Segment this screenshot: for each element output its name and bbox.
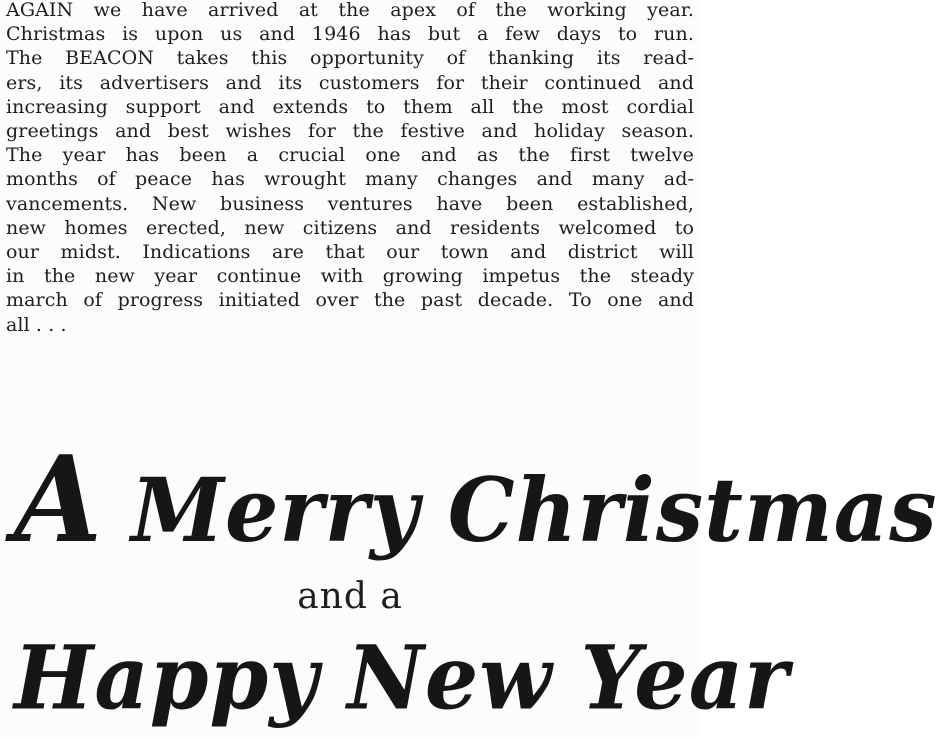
- paragraph-line: our midst. Indications are that our town and district will: [6, 241, 694, 264]
- greeting-word: Happy: [14, 625, 320, 730]
- paragraph-line: Christmas is upon us and 1946 has but a few days to run.: [6, 23, 694, 46]
- editorial-paragraph: [6, 0, 694, 337]
- greeting-word: Christmas: [447, 458, 938, 562]
- paragraph-line: months of peace has wrought many changes and many ad-: [6, 168, 694, 191]
- paragraph-line: new homes erected, new citizens and residents welcomed to: [6, 216, 694, 239]
- paragraph-line: in the new year continue with growing impetus the steady: [6, 265, 694, 288]
- greeting-word: A: [14, 429, 103, 570]
- paragraph-line: The year has been a crucial one and as the first twelve: [6, 144, 694, 167]
- paragraph-line: increasing support and extends to them all the most cordial: [6, 95, 694, 118]
- paragraph-line: The BEACON takes this opportunity of thanking its read-: [6, 47, 694, 70]
- greeting-word: New: [347, 625, 553, 730]
- paragraph-line: AGAIN we have arrived at the apex of the working year.: [6, 0, 694, 21]
- and-a-connector: and a: [297, 576, 403, 617]
- happy-new-year-heading: [0, 615, 790, 740]
- paragraph-line: greetings and best wishes for the festive and holiday season.: [6, 120, 694, 143]
- greeting-word: Merry: [130, 458, 420, 562]
- paragraph-line: ers, its advertisers and its customers for their continued and: [6, 71, 694, 94]
- paragraph-line: vancements. New business ventures have been established,: [6, 192, 694, 215]
- paragraph-line: march of progress initiated over the past decade. To one and: [6, 289, 694, 312]
- greeting-word: Year: [580, 625, 790, 730]
- paragraph-line: all . . .: [6, 313, 67, 336]
- merry-christmas-heading: [0, 429, 938, 570]
